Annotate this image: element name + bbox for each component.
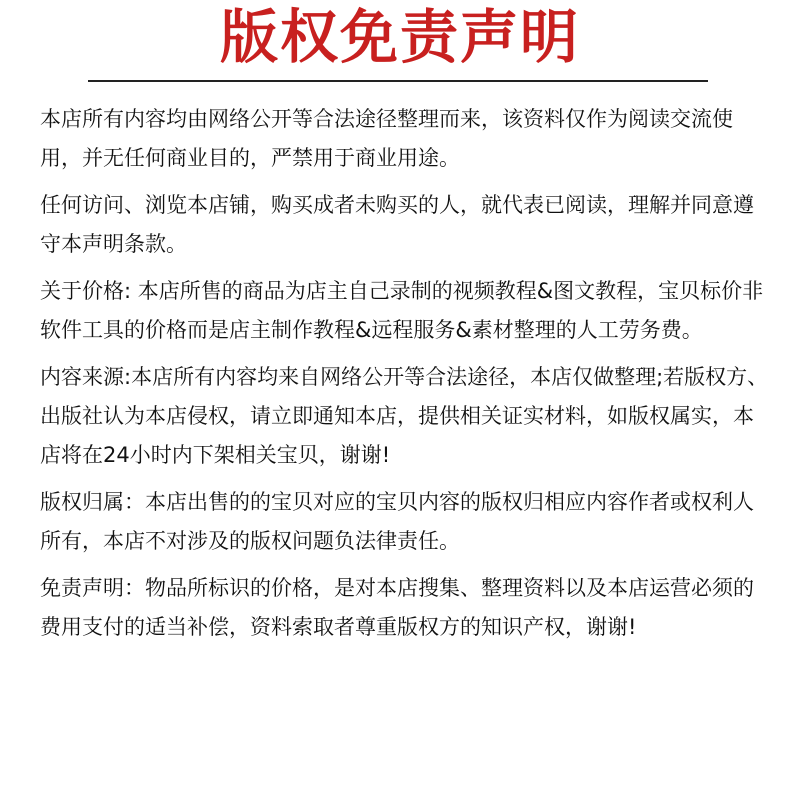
paragraph-agreement: 任何访问、浏览本店铺，购买成者未购买的人，就代表已阅读，理解并同意遵守本声明条款。 — [40, 193, 754, 256]
paragraph-intro: 本店所有内容均由网络公开等合法途径整理而来，该资料仅作为阅读交流使用，并无任何商业目的，严禁用于商业用途。 — [40, 107, 733, 170]
paragraph-copyright: 版权归属：本店出售的的宝贝对应的宝贝内容的版权归相应内容作者或权利人所有，本店不对涉及的版权问题负法律责任。 — [40, 490, 754, 553]
paragraph-disclaimer: 免责声明：物品所标识的价格，是对本店搜集、整理资料以及本店运营必须的费用支付的适当补偿，资料索取者尊重版权方的知识产权，谢谢! — [40, 576, 754, 639]
page-title: 版权免责声明 — [219, 3, 580, 71]
disclaimer-body — [40, 100, 770, 655]
paragraph-pricing: 关于价格: 本店所售的商品为店主自己录制的视频教程&图文教程，宝贝标价非软件工具的价格而是店主制作教程&远程服务&素材整理的人工劳务费。 — [40, 279, 764, 342]
title-divider — [88, 80, 708, 82]
paragraph-source: 内容来源:本店所有内容均来自网络公开等合法途径，本店仅做整理;若版权方、出版社认为本店侵权，请立即通知本店，提供相关证实材料，如版权属实，本店将在24小时内下架相关宝贝，谢谢! — [40, 365, 769, 467]
